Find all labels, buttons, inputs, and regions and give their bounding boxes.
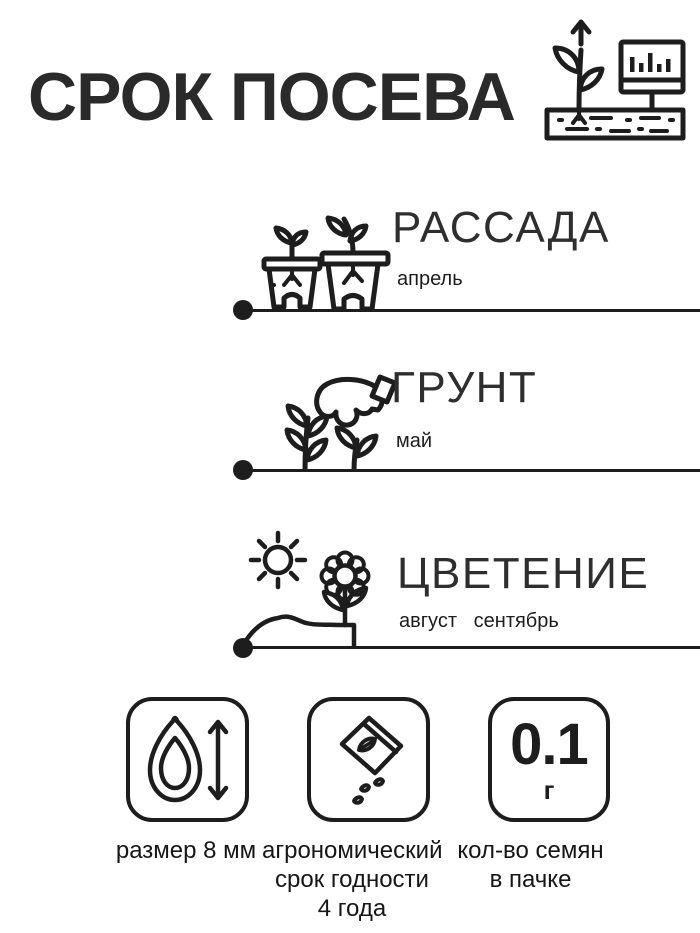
seed-size-icon: [142, 712, 234, 808]
plant-growth-chart-icon: [533, 14, 691, 144]
seed-weight-value: 0.1: [510, 712, 588, 777]
stage-period-tsvetenie: август сентябрь: [399, 610, 559, 632]
seed-weight-unit: г: [543, 775, 555, 805]
stage-period-grunt: май: [396, 430, 433, 452]
page-title: СРОК ПОСЕВА: [28, 59, 515, 135]
spec-box-seed-weight: [488, 697, 610, 822]
caption-shelf-life: агрономический срок годности 4 года: [262, 837, 443, 922]
stage-label-tsvetenie: ЦВЕТЕНИЕ: [397, 549, 650, 598]
caption-seed-weight: кол-во семян в пачке: [457, 837, 604, 893]
spec-box-shelf-life: [307, 697, 430, 822]
stage-period-rassada: апрель: [397, 268, 463, 290]
seed-packet-icon: [325, 713, 413, 807]
spec-box-seed-size: [126, 697, 249, 822]
timeline-line-1: [243, 309, 700, 312]
caption-seed-size: размер 8 мм: [115, 837, 257, 864]
stage-label-grunt: ГРУНТ: [391, 363, 538, 412]
stage-label-rassada: РАССАДА: [392, 203, 610, 252]
hand-sowing-icon: [272, 374, 398, 472]
sun-flower-icon: [238, 530, 392, 649]
timeline-line-3: [243, 646, 700, 649]
timeline-line-2: [243, 469, 700, 472]
seedling-pots-icon: [256, 213, 398, 312]
